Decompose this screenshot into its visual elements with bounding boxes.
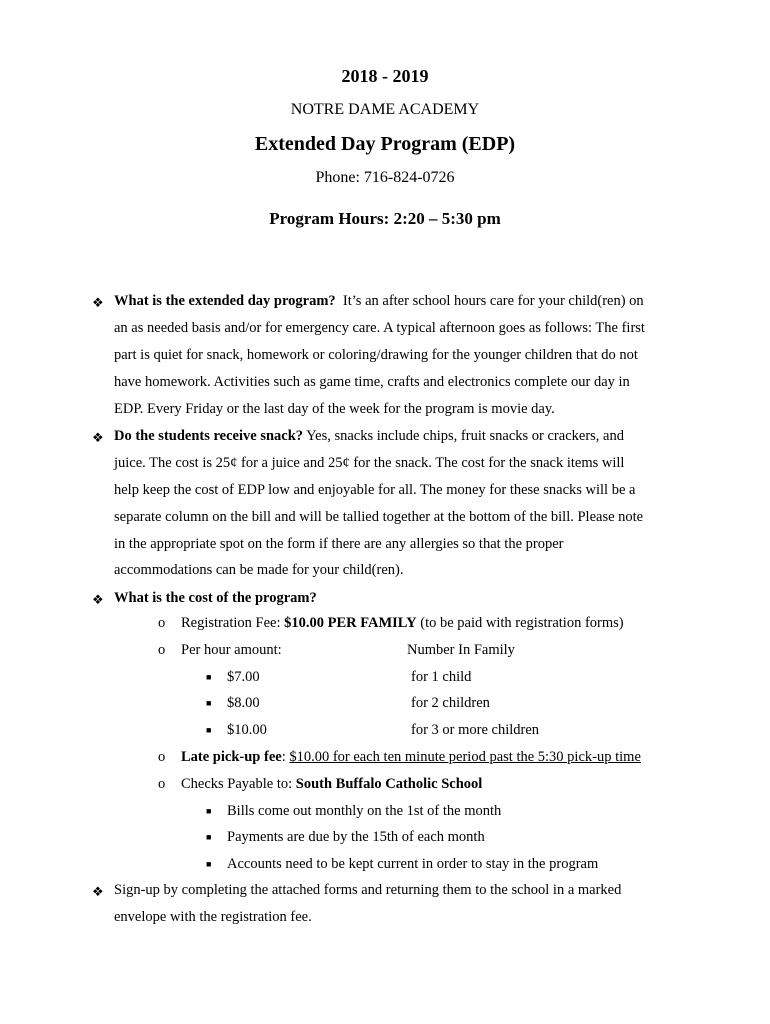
label: Registration Fee:: [181, 615, 285, 631]
line: in the appropriate spot on the form if there are any allergies so that the proper: [114, 536, 564, 552]
school-name: NOTRE DAME ACADEMY: [290, 101, 480, 118]
question: What is the cost of the program?: [114, 590, 317, 606]
square-bullet-icon: ■: [206, 698, 212, 708]
registration-fee: [181, 615, 624, 632]
amount: $10.00 PER FAMILY: [284, 615, 417, 631]
line: [114, 293, 644, 310]
note: (to be paid with registration forms): [416, 615, 624, 631]
rate-family: for 3 or more children: [411, 722, 540, 738]
line: part is quiet for snack, homework or coloring/drawing for the younger children that do not: [114, 347, 638, 363]
square-bullet-icon: ■: [206, 859, 212, 869]
question: Do the students receive snack?: [114, 428, 304, 444]
late-pickup-fee: [181, 749, 641, 766]
diamond-bullet-icon: ❖: [92, 430, 104, 445]
line: accommodations can be made for your child(ren).: [114, 562, 404, 578]
billing-item: Payments are due by the 15th of each month: [227, 829, 485, 845]
diamond-bullet-icon: ❖: [92, 295, 104, 310]
line: [114, 428, 624, 445]
circle-bullet-icon: o: [158, 642, 166, 658]
label: Late pick-up fee: [181, 749, 282, 765]
circle-bullet-icon: o: [158, 776, 166, 792]
rate-family: for 1 child: [411, 669, 472, 685]
year-heading: 2018 - 2019: [341, 66, 429, 86]
billing-item: Bills come out monthly on the 1st of the month: [227, 803, 502, 819]
circle-bullet-icon: o: [158, 749, 166, 765]
circle-bullet-icon: o: [158, 615, 166, 631]
separator: :: [281, 749, 290, 765]
payee: South Buffalo Catholic School: [295, 776, 483, 792]
diamond-bullet-icon: ❖: [92, 884, 104, 899]
billing-item: Accounts need to be kept current in order to stay in the program: [227, 856, 599, 872]
question: What is the extended day program?: [114, 293, 336, 309]
rate-price: $7.00: [227, 669, 260, 685]
text: It’s an after school hours care for your child(ren) on: [342, 293, 644, 309]
family-column-header: Number In Family: [407, 642, 515, 658]
square-bullet-icon: ■: [206, 725, 212, 735]
line: envelope with the registration fee.: [114, 909, 312, 925]
line: EDP. Every Friday or the last day of the week for the program is movie day.: [114, 401, 555, 417]
diamond-bullet-icon: ❖: [92, 592, 104, 607]
rate-family: for 2 children: [411, 695, 490, 711]
square-bullet-icon: ■: [206, 806, 212, 816]
per-hour-label: Per hour amount:: [181, 642, 282, 658]
rate-price: $10.00: [227, 722, 267, 738]
rate-price: $8.00: [227, 695, 260, 711]
line: an as needed basis and/or for emergency care. A typical afternoon goes as follows: The first: [114, 320, 645, 336]
text: Yes, snacks include chips, fruit snacks or crackers, and: [306, 428, 624, 444]
text: $10.00 for each ten minute period past the 5:30 pick-up time: [289, 749, 641, 765]
phone-number: Phone: 716-824-0726: [315, 169, 455, 186]
line: separate column on the bill and will be tallied together at the bottom of the bill. Please note: [114, 509, 644, 525]
line: Sign-up by completing the attached forms and returning them to the school in a marked: [114, 882, 622, 898]
square-bullet-icon: ■: [206, 672, 212, 682]
square-bullet-icon: ■: [206, 832, 212, 842]
program-hours: Program Hours: 2:20 – 5:30 pm: [269, 209, 501, 228]
program-title: Extended Day Program (EDP): [254, 133, 516, 155]
line: juice. The cost is 25¢ for a juice and 25¢ for the snack. The cost for the snack items will: [114, 455, 625, 471]
line: have homework. Activities such as game time, crafts and electronics complete our day in: [114, 374, 630, 390]
label: Checks Payable to:: [181, 776, 296, 792]
checks-payable: [181, 776, 482, 793]
line: help keep the cost of EDP low and enjoyable for all. The money for these snacks will be a: [114, 482, 636, 498]
